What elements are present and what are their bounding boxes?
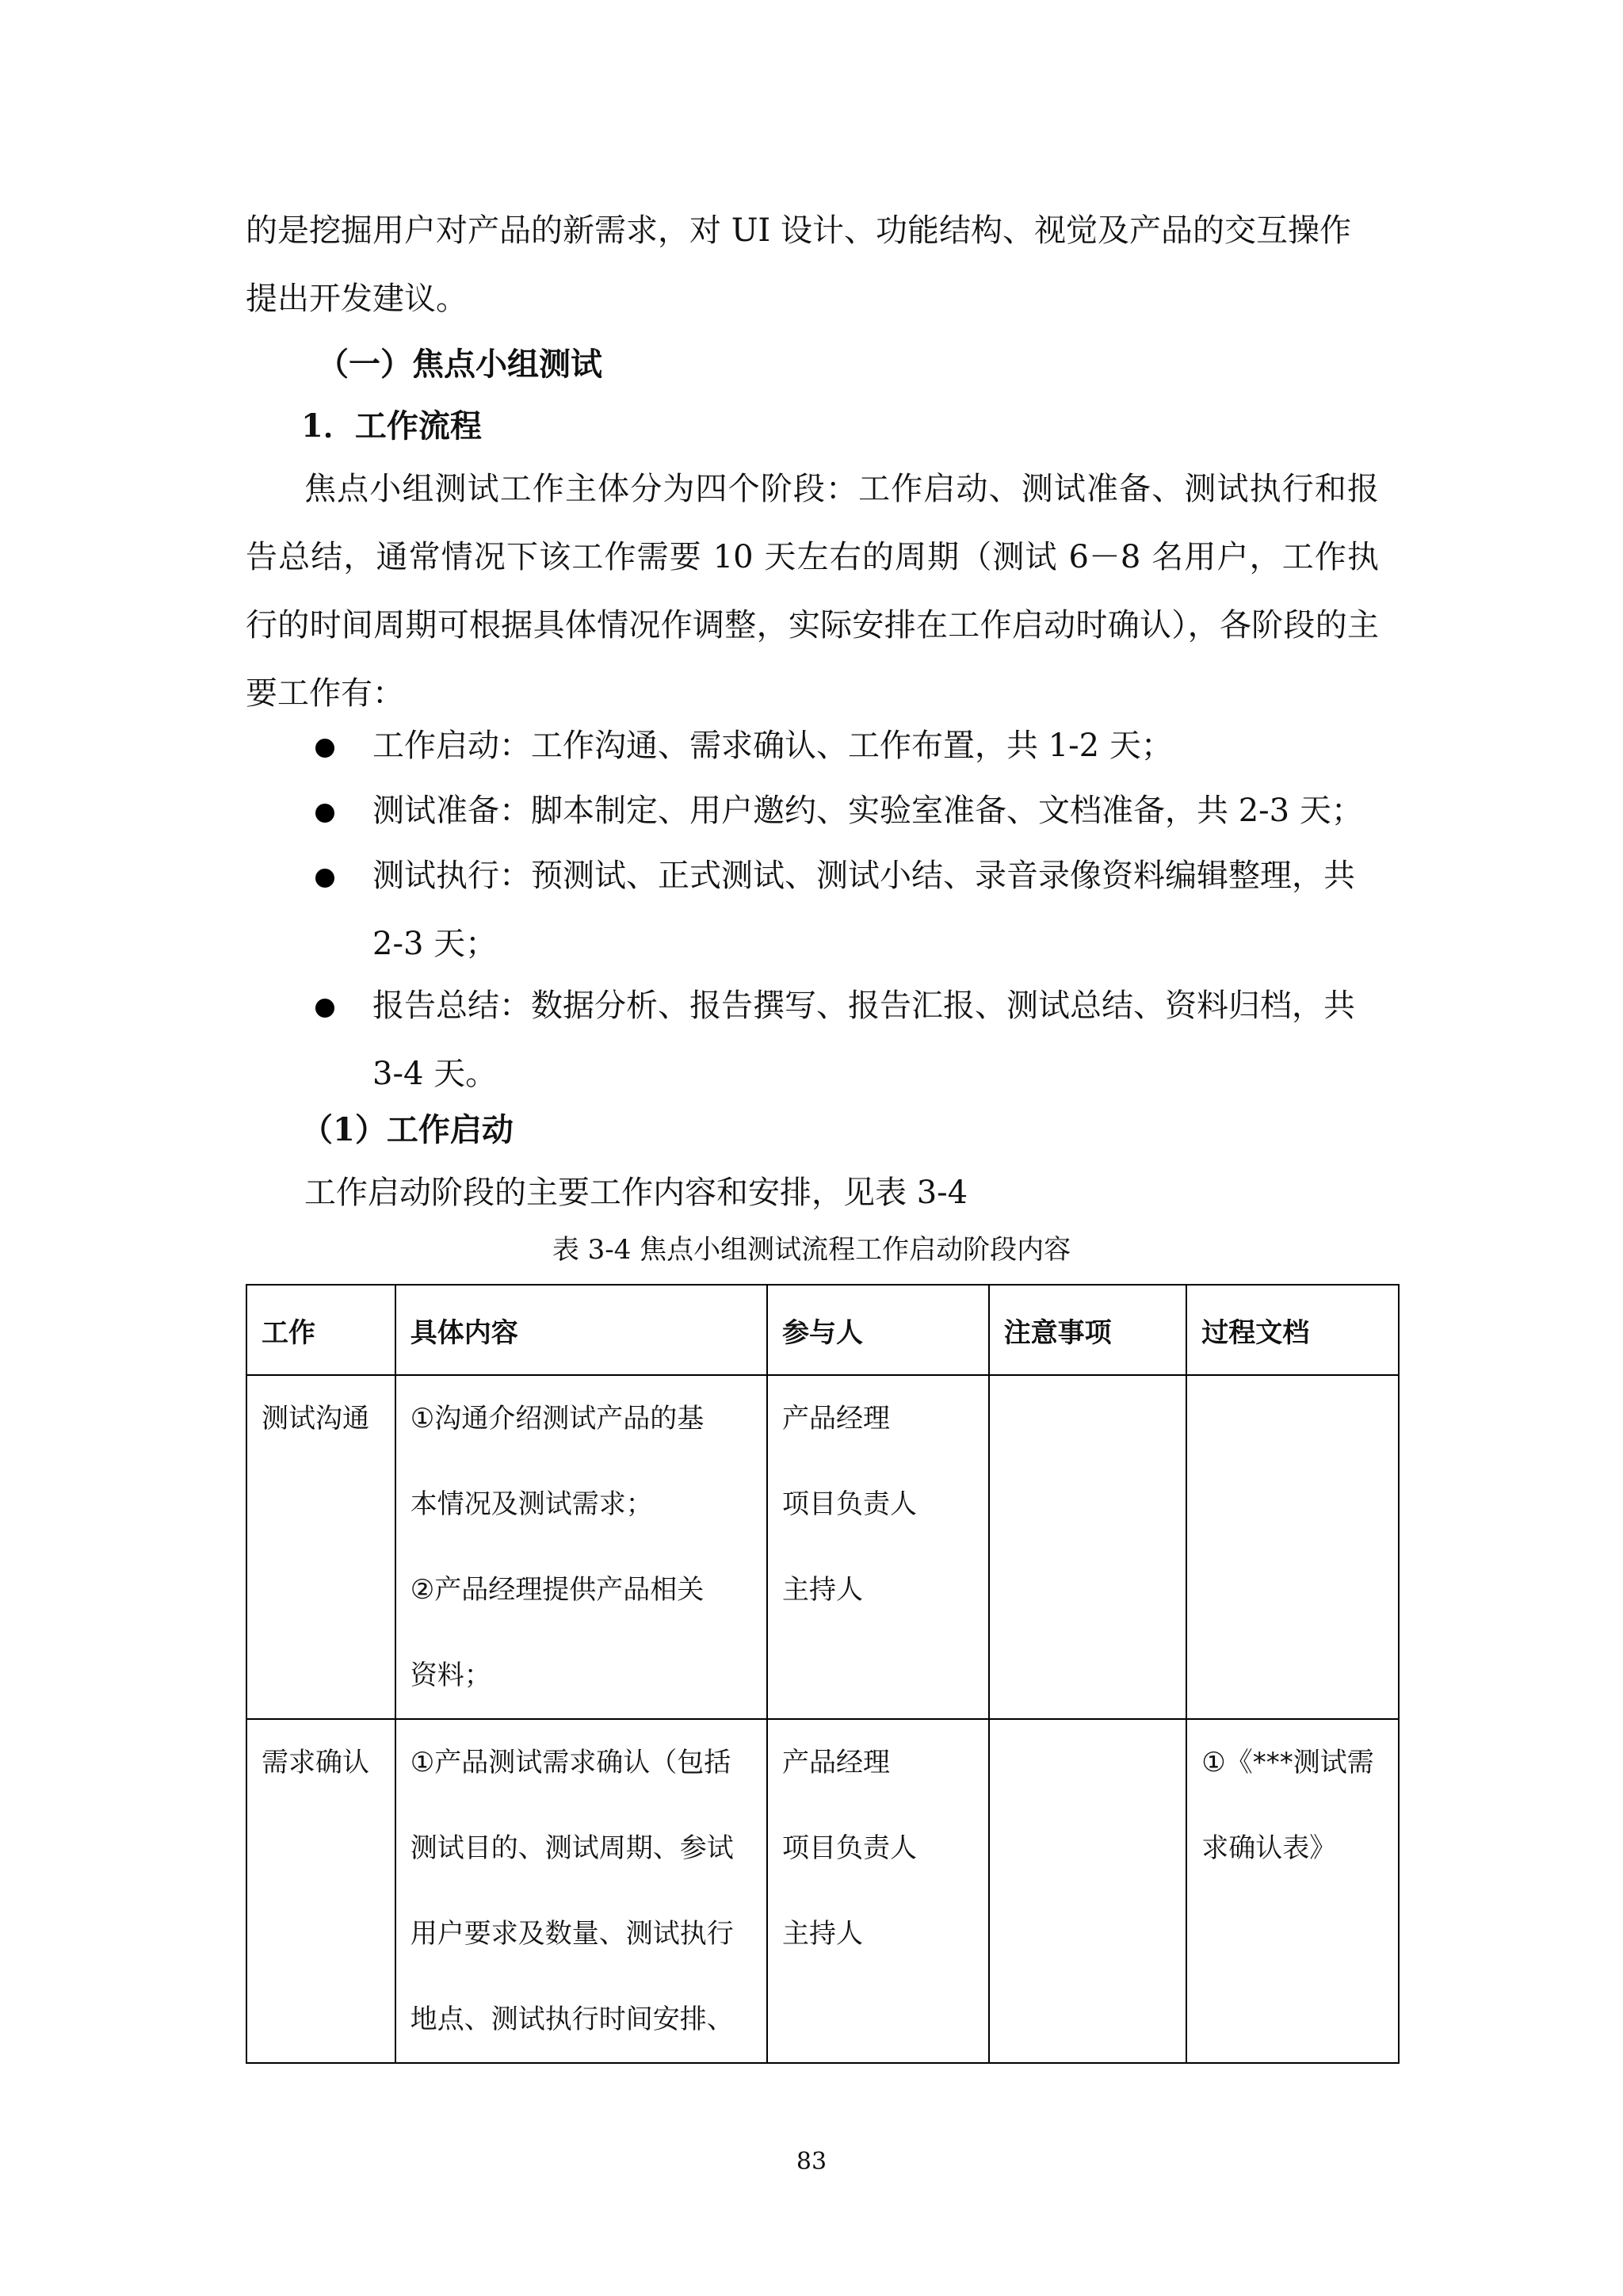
cell-work	[246, 1719, 395, 2063]
cell-text: 求确认表》	[1201, 1832, 1337, 1864]
cell-text: 用户要求及数量、测试执行	[410, 1918, 734, 1950]
work-table	[246, 1284, 1400, 2064]
section-title: （一）焦点小组测试	[317, 346, 602, 383]
cell-text: ①沟通介绍测试产品的基	[410, 1403, 705, 1435]
cell-text: 产品经理	[782, 1403, 891, 1435]
bullet-dot-icon	[315, 999, 334, 1018]
bullet-text: 报告总结：数据分析、报告撰写、报告汇报、测试总结、资料归档，共 3-4 天。	[372, 988, 1355, 1092]
cell-text: 需求确认	[262, 1747, 369, 1778]
step-title: （1）工作启动	[301, 1111, 514, 1148]
table-row	[246, 1719, 1399, 2063]
bullet-dot-icon	[315, 739, 334, 758]
bullet-dot-icon	[315, 869, 334, 888]
cell-text: ②产品经理提供产品相关	[410, 1574, 705, 1606]
header-notes: 注意事项	[989, 1285, 1187, 1375]
cell-text: 本情况及测试需求；	[410, 1488, 653, 1520]
cell-text: 产品经理	[782, 1747, 891, 1778]
header-work: 工作	[246, 1285, 395, 1375]
subsection-title: 1．工作流程	[301, 407, 482, 445]
body-paragraph: 焦点小组测试工作主体分为四个阶段：工作启动、测试准备、测试执行和报告总结，通常情况下该工作需要 10 天左右的周期（测试 6－8 名用户，工作执行的时间周期可根据具体情况作调整，实际安排在工作启动时确认），各阶段的主要工作有：	[246, 471, 1379, 712]
step-text: 工作启动阶段的主要工作内容和安排，见表 3-4	[304, 1175, 968, 1211]
cell-people	[767, 1375, 989, 1719]
cell-docs	[1186, 1375, 1399, 1719]
intro-line-2: 提出开发建议。	[246, 281, 468, 317]
cell-text: ①《***测试需	[1201, 1747, 1374, 1778]
page-number: 83	[796, 2148, 827, 2176]
bullet-text: 测试执行：预测试、正式测试、测试小结、录音录像资料编辑整理，共 2-3 天；	[372, 858, 1355, 962]
cell-text: 测试目的、测试周期、参试	[410, 1832, 734, 1864]
table-header-row	[246, 1285, 1399, 1375]
cell-docs	[1186, 1719, 1399, 2063]
cell-text: 项目负责人	[782, 1488, 918, 1520]
intro-line-1: 的是挖掘用户对产品的新需求，对 UI 设计、功能结构、视觉及产品的交互操作	[246, 212, 1351, 249]
header-people: 参与人	[767, 1285, 989, 1375]
cell-content	[395, 1375, 767, 1719]
table-caption: 表 3-4 焦点小组测试流程工作启动阶段内容	[552, 1234, 1071, 1266]
table-row	[246, 1375, 1399, 1719]
cell-text: ①产品测试需求确认（包括	[410, 1747, 731, 1778]
bullet-text: 测试准备：脚本制定、用户邀约、实验室准备、文档准备，共 2-3 天；	[372, 793, 1363, 829]
cell-text: 资料；	[410, 1660, 491, 1691]
cell-text: 项目负责人	[782, 1832, 918, 1864]
cell-people	[767, 1719, 989, 2063]
header-docs: 过程文档	[1186, 1285, 1399, 1375]
bullet-dot-icon	[315, 804, 334, 823]
bullet-text: 工作启动：工作沟通、需求确认、工作布置，共 1-2 天；	[372, 728, 1173, 764]
cell-text: 测试沟通	[262, 1403, 369, 1435]
header-content: 具体内容	[395, 1285, 767, 1375]
cell-text: 地点、测试执行时间安排、	[410, 2004, 734, 2035]
cell-notes	[989, 1719, 1187, 2063]
cell-text: 主持人	[782, 1574, 864, 1606]
cell-work	[246, 1375, 395, 1719]
cell-text: 主持人	[782, 1918, 864, 1950]
cell-content	[395, 1719, 767, 2063]
cell-notes	[989, 1375, 1187, 1719]
